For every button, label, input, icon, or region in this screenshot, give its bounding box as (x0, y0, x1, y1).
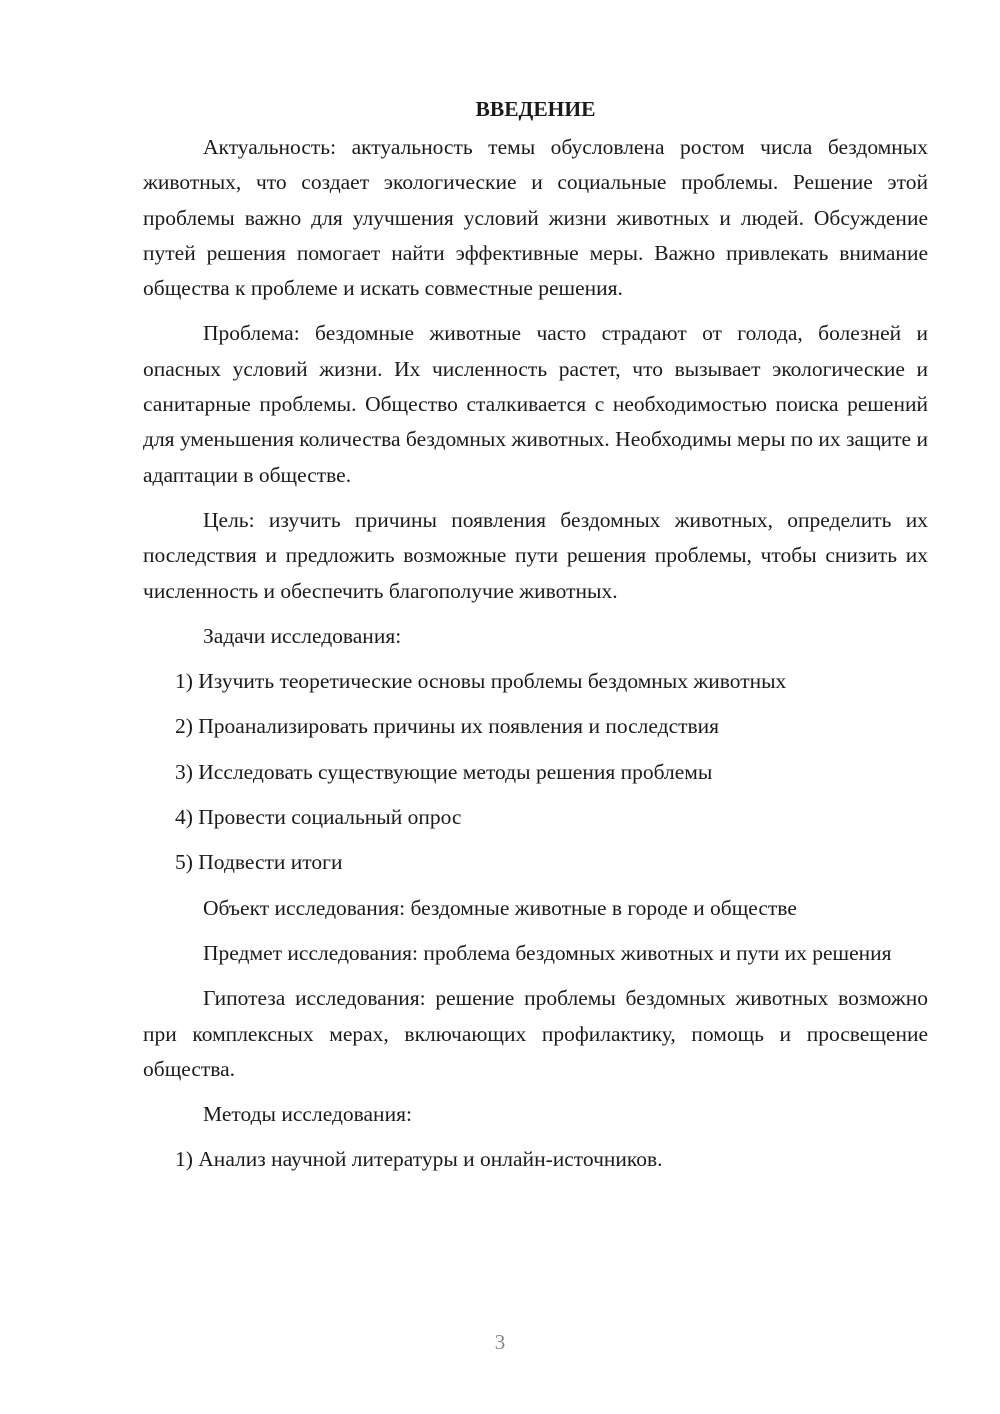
task-item: 3) Исследовать существующие методы решения проблемы (175, 759, 713, 784)
task-item: 1) Изучить теоретические основы проблемы бездомных животных (175, 669, 787, 694)
tasks-list (143, 664, 928, 880)
goal-paragraph: Цель: изучить причины появления бездомных животных, определить их последствия и предложить возможные пути решения проблемы, чтобы снизить их численность и обеспечить благополучие животных. (143, 507, 928, 603)
task-item: 5) Подвести итоги (175, 850, 343, 875)
methods-heading: Методы исследования: (203, 1102, 412, 1127)
page-number: 3 (494, 1330, 506, 1354)
task-item: 2) Проанализировать причины их появления и последствия (175, 714, 720, 739)
methods-list (143, 1142, 928, 1177)
document-page (143, 92, 928, 1188)
relevance-paragraph: Актуальность: актуальность темы обусловлена ростом числа бездомных животных, что создает экологические и социальные проблемы. Решение этой проблемы важно для улучшения условий жизни животных и людей. Обсуждение путей решения помогает найти эффективные меры. Важно привлекать внимание общества к проблеме и искать совместные решения. (143, 135, 928, 301)
object-paragraph: Объект исследования: бездомные животные в городе и обществе (203, 895, 797, 920)
tasks-heading: Задачи исследования: (203, 623, 402, 648)
problem-paragraph: Проблема: бездомные животные часто страдают от голода, болезней и опасных условий жизни. Их численность растет, что вызывает экологические и санитарные проблемы. Общество сталкивается с необходимостью поиска решений для уменьшения количества бездомных животных. Необходимы меры по их защите и адаптации в обществе. (143, 321, 928, 487)
method-item: 1) Анализ научной литературы и онлайн-источников. (175, 1147, 663, 1172)
task-item: 4) Провести социальный опрос (175, 805, 462, 830)
document-title: ВВЕДЕНИЕ (475, 97, 596, 121)
hypothesis-paragraph: Гипотеза исследования: решение проблемы бездомных животных возможно при комплексных мерах, включающих профилактику, помощь и просвещение общества. (143, 986, 928, 1081)
subject-paragraph: Предмет исследования: проблема бездомных животных и пути их решения (203, 940, 892, 965)
